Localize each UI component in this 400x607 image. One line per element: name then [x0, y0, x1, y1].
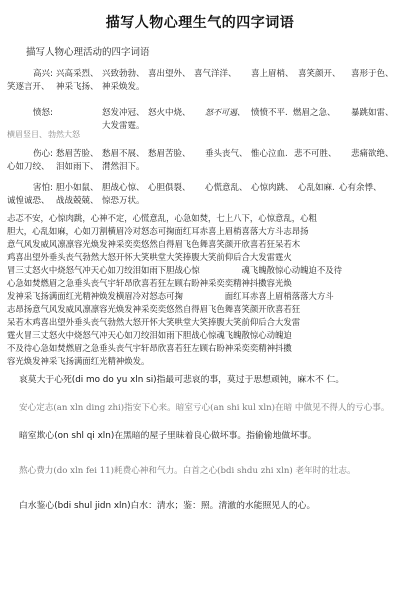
word: 胆战心惊、 [102, 183, 145, 193]
paragraph-line: 志昂扬意气风发威风凛凛容光焕发神采奕奕悠然自得眉飞色舞喜笑颜开欣喜若狂 [7, 304, 301, 314]
word: 怒不可遏、 [205, 108, 245, 117]
word: 勃然大怒 [48, 130, 80, 139]
word: 心慌意乱、 [205, 183, 248, 193]
word: 心有余悸、 [339, 183, 382, 193]
group-label: 高兴: [33, 69, 53, 79]
idiom-entry: 安心定志(an xln ding zhi)指安下心来。暗室亏心(an shi kul xln)在暗 中做见不得人的亏心事。 [19, 403, 390, 413]
word: 兴致勃勃、 [102, 69, 145, 79]
word: 暴跳如雷、 [351, 108, 394, 118]
word: 怒火中烧、 [148, 108, 191, 118]
paragraph-line: 忐忑不安，心惊肉跳，心神不定，心慌意乱，心急如焚，七上八下，心惊意乱，心粗 [7, 213, 317, 223]
paragraph-line: 心急如焚燃眉之急垂头丧气宇轩昂欣喜若狂左顾右盼神采奕奕精神抖擞容光焕 [7, 278, 292, 288]
word: 神采焕发。 [102, 82, 145, 92]
word: 心乱如麻. [298, 183, 335, 193]
word: 喜形于色、 [351, 69, 394, 79]
word: 心如刀绞、 [7, 162, 50, 172]
paragraph-line: 不及待心急如焚燃眉之急垂头丧气宇轩昂欣喜若狂左顾右盼神采奕奕精神抖擞 [7, 343, 292, 353]
word: 悲不可胜、 [294, 149, 337, 159]
word: 惊恐万状。 [102, 196, 145, 206]
word: 愁眉苦脸、 [56, 149, 99, 159]
word: 潸然泪下。 [102, 162, 145, 172]
word: 悲痛欲绝、 [351, 149, 394, 159]
word: 兴高采烈、 [56, 69, 99, 79]
paragraph-line: 意气风发威风凛凛容光焕发神采奕奕悠然自得眉飞色舞喜笑颜开欣喜若狂呆若木 [7, 239, 301, 249]
word: 垂头丧气、 [205, 149, 248, 159]
word: 笑逐言开、 [7, 82, 50, 92]
word: 喜出望外、 [148, 69, 191, 79]
paragraph-line: 胆大，心乱如麻，心如刀割横眉冷对怒态可掬面红耳赤喜上眉梢喜落大方斗志昂扬 [7, 226, 309, 236]
word: 胆小如鼠、 [56, 183, 99, 193]
paragraph-line: 容光焕发神采飞扬满面红光精神焕发。 [7, 356, 150, 366]
word: 愤愤不平. [251, 108, 288, 118]
word: 愁眉不展、 [102, 149, 145, 159]
word: 惟心泣血. [251, 149, 288, 159]
word: 泪如雨下、 [56, 162, 99, 172]
word: 神采飞扬、 [56, 82, 99, 92]
page-subtitle: 描写人物心理活动的四字词语 [26, 47, 150, 58]
group-label: 愤怒: [33, 108, 53, 118]
idiom-entry: 白水鉴心(bdi shul jidn xln)白水：清水；鉴：照。清澈的水能照见人的心。 [19, 501, 316, 511]
paragraph-line: 霆火冒三丈怒火中烧怒气冲天心如刀绞泪如雨下胆战心惊魂飞魄散惊心动魄迫 [7, 330, 292, 340]
idiom-entry: 暗室欺心(on shl qi xln)在黑暗的屋子里昧着良心做坏事。指偷偷地做坏事。 [19, 431, 317, 441]
word: 喜笑颜开、 [298, 69, 341, 79]
word: 燃眉之急、 [293, 108, 336, 118]
paragraph-line: 冒三丈怒火中烧怒气冲天心如刀绞泪如雨下胆战心惊 魂飞魄散惊心动魄迫不及待 [7, 265, 342, 275]
word: 喜气洋洋、 [194, 69, 237, 79]
group-label: 伤心: [33, 149, 53, 159]
word: 大发雷霆。 [102, 121, 145, 131]
word: 心惊肉跳、 [251, 183, 294, 193]
idiom-entry: 哀莫大于心死(di mo do yu xln si)指最可悲哀的事，莫过于思想顽钝，麻木不 仁。 [19, 375, 345, 385]
word: 喜上眉梢、 [251, 69, 294, 79]
word: 愁眉苦脸、 [148, 149, 191, 159]
word: 横眉竖目、 [7, 130, 47, 139]
group-label: 害怕: [33, 183, 53, 193]
word: 战战兢兢、 [56, 196, 99, 206]
paragraph-line: 鸡喜出望外垂头丧气勃然大怒开怀大笑哄堂大笑捧腹大笑前仰后合大发雷霆火 [7, 252, 292, 262]
paragraph-line: 发神采飞扬满面红光精神焕发横眉冷对怒态可掬 面红耳赤喜上眉梢落落大方斗 [7, 291, 334, 301]
page-title: 描写人物心理生气的四字词语 [105, 15, 295, 31]
word: 诚惶诚恐、 [7, 196, 50, 206]
word: 怒发冲冠、 [102, 108, 145, 118]
word: 心胆俱裂、 [148, 183, 191, 193]
idiom-entry: 熬心费力(do xln fei 11)耗费心神和气力。白首之心(bdi shdu zhi xln) 老年时的壮志。 [19, 466, 356, 476]
paragraph-line: 呆若木鸡喜出望外垂头丧气勃然大怒开怀大笑哄堂大笑捧腹大笑前仰后合大发雷 [7, 317, 301, 327]
